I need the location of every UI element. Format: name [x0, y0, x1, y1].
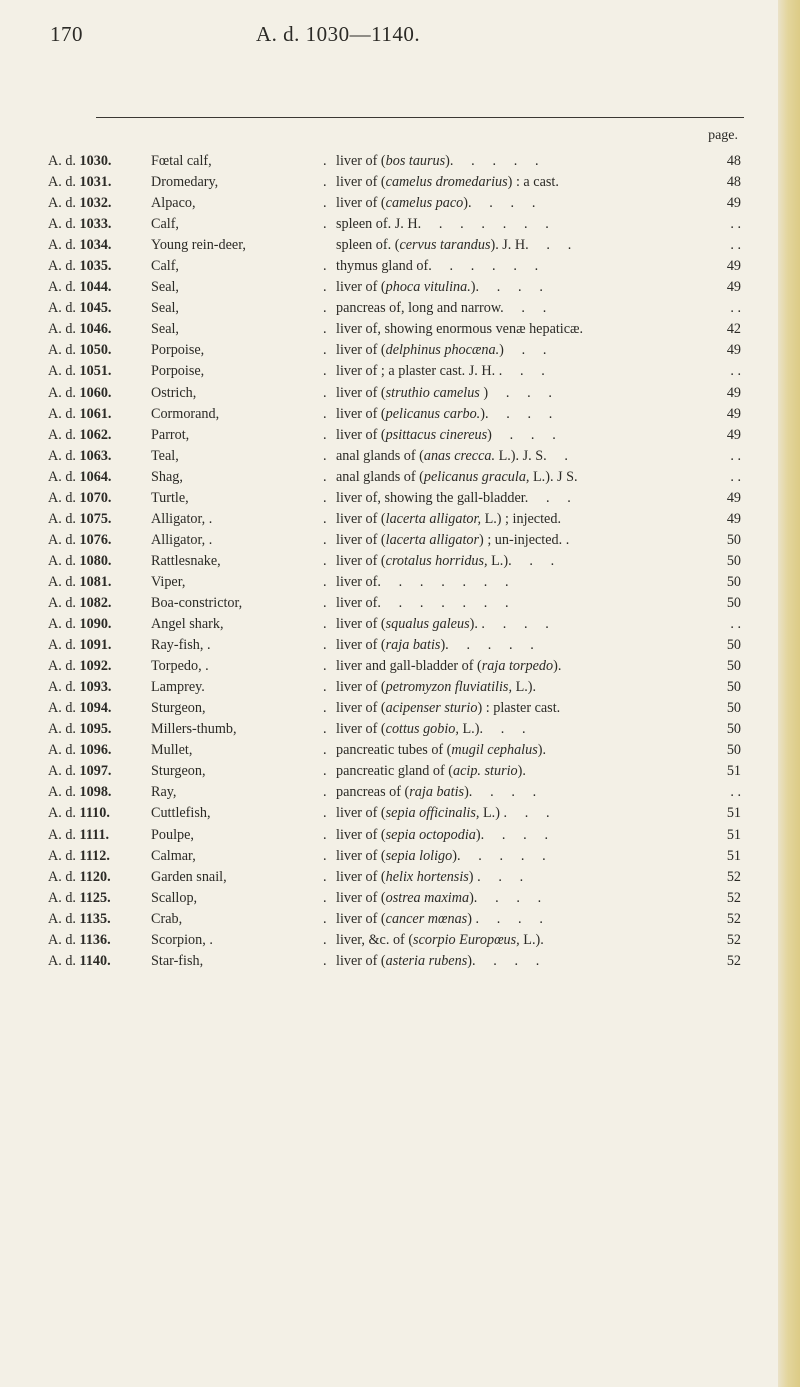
- entry-page: 52: [726, 889, 741, 906]
- entry-description: liver of (raja batis). . . . .: [336, 637, 534, 654]
- leader-dot: .: [323, 195, 327, 212]
- leader-dot: .: [323, 426, 327, 443]
- entry-reference: A. d. 1046.: [48, 321, 112, 338]
- entry-description: liver of (struthio camelus ) . . .: [336, 384, 552, 401]
- entry-subject: Mullet,: [151, 742, 193, 759]
- entry-subject: Shag,: [151, 468, 183, 485]
- entry-page: . .: [730, 784, 741, 801]
- entry-reference: A. d. 1136.: [48, 931, 111, 948]
- entry-description: liver of. . . . . . .: [336, 594, 509, 611]
- entry-description: liver of (ostrea maxima). . . .: [336, 889, 542, 906]
- entry-subject: Calf,: [151, 258, 179, 275]
- leader-dot: .: [323, 616, 327, 633]
- leader-dot: .: [323, 174, 327, 191]
- leader-dot: .: [323, 468, 327, 485]
- list-item: [48, 383, 748, 404]
- list-item: [48, 298, 748, 319]
- leader-dot: .: [323, 721, 327, 738]
- list-item: [48, 467, 748, 488]
- entry-page: 50: [726, 721, 741, 738]
- list-item: [48, 761, 748, 782]
- entry-description: liver of (pelicanus carbo.). . . .: [336, 405, 553, 422]
- entry-page: 50: [726, 573, 741, 590]
- entry-description: spleen of. J. H. . . . . . .: [336, 216, 549, 233]
- entry-description: pancreatic gland of (acip. sturio).: [336, 763, 526, 780]
- entry-page: . .: [730, 616, 741, 633]
- entry-subject: Poulpe,: [151, 826, 194, 843]
- leader-dot: .: [323, 679, 327, 696]
- entry-page: 52: [726, 931, 741, 948]
- entry-description: thymus gland of. . . . . .: [336, 258, 539, 275]
- entry-page: 51: [726, 805, 741, 822]
- entry-page: 49: [726, 279, 741, 296]
- entry-subject: Millers-thumb,: [151, 721, 237, 738]
- entry-reference: A. d. 1063.: [48, 447, 112, 464]
- list-item: [48, 151, 748, 172]
- leader-dot: .: [323, 153, 327, 169]
- entry-description: anal glands of (pelicanus gracula, L.). J S.: [336, 468, 578, 485]
- entry-reference: A. d. 1092.: [48, 658, 112, 675]
- entry-description: liver of (lacerta alligator, L.) ; injected.: [336, 510, 561, 527]
- entry-reference: A. d. 1034.: [48, 237, 112, 254]
- leader-dot: .: [323, 868, 327, 885]
- list-item: [48, 404, 748, 425]
- leader-dot: .: [323, 300, 327, 317]
- leader-dot: .: [323, 594, 327, 611]
- entry-description: liver of (petromyzon fluviatilis, L.).: [336, 679, 537, 696]
- entry-page: 49: [726, 384, 741, 401]
- entry-page: . .: [730, 447, 741, 464]
- entry-description: liver of (lacerta alligator) ; un-injected. .: [336, 531, 570, 548]
- entry-page: 51: [726, 763, 741, 780]
- entry-description: liver of (delphinus phocæna.) . .: [336, 342, 547, 359]
- entry-subject: Rattlesnake,: [151, 552, 221, 569]
- entry-reference: A. d. 1120.: [48, 868, 111, 885]
- entry-reference: A. d. 1090.: [48, 616, 112, 633]
- leader-dot: .: [323, 826, 327, 843]
- list-item: [48, 614, 748, 635]
- entry-reference: A. d. 1062.: [48, 426, 112, 443]
- list-item: [48, 803, 748, 824]
- entry-subject: Teal,: [151, 447, 179, 464]
- list-item: [48, 951, 748, 972]
- entry-page: 49: [726, 426, 741, 443]
- entry-description: pancreatic tubes of (mugil cephalus).: [336, 742, 546, 759]
- entry-description: liver of. . . . . . .: [336, 573, 509, 590]
- entry-subject: Cuttlefish,: [151, 805, 211, 822]
- entry-subject: Fœtal calf,: [151, 153, 212, 169]
- entry-reference: A. d. 1080.: [48, 552, 112, 569]
- entry-page: 50: [726, 552, 741, 569]
- entry-page: 48: [726, 153, 741, 169]
- entry-page: 50: [726, 700, 741, 717]
- running-head: A. d. 1030—1140.: [256, 22, 421, 46]
- list-item: [48, 719, 748, 740]
- entry-reference: A. d. 1095.: [48, 721, 112, 738]
- entry-subject: Lamprey.: [151, 679, 205, 696]
- list-item: [48, 193, 748, 214]
- entry-description: liver of (sepia loligo). . . . .: [336, 847, 546, 864]
- entry-subject: Cormorand,: [151, 405, 220, 422]
- entry-subject: Ostrich,: [151, 384, 197, 401]
- entry-reference: A. d. 1050.: [48, 342, 112, 359]
- entry-description: liver of (crotalus horridus, L.). . .: [336, 552, 555, 569]
- leader-dot: .: [323, 910, 327, 927]
- entry-description: liver of (helix hortensis) . . .: [336, 868, 524, 885]
- entry-subject: Ray,: [151, 784, 177, 801]
- entry-reference: A. d. 1096.: [48, 742, 112, 759]
- entry-reference: A. d. 1097.: [48, 763, 112, 780]
- leader-dot: .: [323, 763, 327, 780]
- entry-description: liver of (psittacus cinereus) . . .: [336, 426, 556, 443]
- page-number: 170: [50, 22, 83, 46]
- entry-subject: Seal,: [151, 279, 179, 296]
- entry-subject: Sturgeon,: [151, 763, 206, 780]
- entry-subject: Alligator, .: [151, 510, 213, 527]
- list-item: [48, 277, 748, 298]
- entry-reference: A. d. 1094.: [48, 700, 112, 717]
- leader-dot: .: [323, 931, 327, 948]
- leader-dot: .: [323, 384, 327, 401]
- entry-page: 49: [726, 510, 741, 527]
- entry-page: . .: [730, 237, 741, 254]
- leader-dot: .: [323, 531, 327, 548]
- entry-description: pancreas of, long and narrow. . .: [336, 300, 547, 317]
- entry-page: 52: [726, 910, 741, 927]
- leader-dot: .: [323, 447, 327, 464]
- leader-dot: .: [323, 342, 327, 359]
- entry-description: liver of (sepia officinalis, L.) . . .: [336, 805, 550, 822]
- entry-page: 51: [726, 826, 741, 843]
- leader-dot: .: [323, 742, 327, 759]
- entry-reference: A. d. 1070.: [48, 489, 112, 506]
- list-item: [48, 656, 748, 677]
- entry-page: 50: [726, 679, 741, 696]
- entry-subject: Seal,: [151, 321, 179, 338]
- entry-subject: Porpoise,: [151, 342, 205, 359]
- leader-dot: .: [323, 700, 327, 717]
- entry-subject: Angel shark,: [151, 616, 224, 633]
- entry-description: liver of (sepia octopodia). . . .: [336, 826, 549, 843]
- entry-description: liver of (squalus galeus). . . . .: [336, 616, 549, 633]
- list-item: [48, 825, 748, 846]
- list-item: [48, 256, 748, 277]
- entry-subject: Ray-fish, .: [151, 637, 211, 654]
- list-item: [48, 361, 748, 382]
- list-item: [48, 593, 748, 614]
- entry-reference: A. d. 1098.: [48, 784, 112, 801]
- entry-subject: Scallop,: [151, 889, 198, 906]
- list-item: [48, 446, 748, 467]
- entry-page: 50: [726, 658, 741, 675]
- list-item: [48, 551, 748, 572]
- entry-page: 49: [726, 195, 741, 212]
- list-item: [48, 319, 748, 340]
- entry-subject: Turtle,: [151, 489, 189, 506]
- entry-subject: Parrot,: [151, 426, 190, 443]
- list-item: [48, 909, 748, 930]
- entry-reference: A. d. 1111.: [48, 826, 110, 843]
- page-column-label: page.: [708, 128, 738, 143]
- entry-subject: Garden snail,: [151, 868, 227, 885]
- entry-reference: A. d. 1110.: [48, 805, 110, 822]
- entry-subject: Porpoise,: [151, 363, 205, 380]
- entry-description: liver of (phoca vitulina.). . . .: [336, 279, 543, 296]
- leader-dot: .: [323, 279, 327, 296]
- entry-reference: A. d. 1082.: [48, 594, 112, 611]
- entry-reference: A. d. 1135.: [48, 910, 111, 927]
- entry-page: 50: [726, 637, 741, 654]
- entries-list: [48, 151, 748, 972]
- entry-reference: A. d. 1064.: [48, 468, 112, 485]
- entry-reference: A. d. 1030.: [48, 153, 112, 169]
- list-item: [48, 509, 748, 530]
- list-item: [48, 340, 748, 361]
- entry-subject: Young rein-deer,: [151, 237, 246, 254]
- entry-description: liver, &c. of (scorpio Europœus, L.).: [336, 931, 544, 948]
- entry-subject: Calmar,: [151, 847, 196, 864]
- entry-subject: Scorpion, .: [151, 931, 213, 948]
- entry-reference: A. d. 1045.: [48, 300, 112, 317]
- entry-page: 51: [726, 847, 741, 864]
- list-item: [48, 214, 748, 235]
- list-item: [48, 867, 748, 888]
- leader-dot: .: [323, 489, 327, 506]
- list-item: [48, 698, 748, 719]
- entry-reference: A. d. 1112.: [48, 847, 110, 864]
- entry-subject: Alligator, .: [151, 531, 213, 548]
- entry-reference: A. d. 1044.: [48, 279, 112, 296]
- leader-dot: .: [323, 216, 327, 233]
- leader-dot: .: [323, 658, 327, 675]
- entry-subject: Calf,: [151, 216, 179, 233]
- leader-dot: .: [323, 405, 327, 422]
- entry-subject: Dromedary,: [151, 174, 219, 191]
- entry-reference: A. d. 1061.: [48, 405, 112, 422]
- entry-page: 49: [726, 405, 741, 422]
- entry-reference: A. d. 1140.: [48, 952, 111, 969]
- entry-page: 49: [726, 489, 741, 506]
- list-item: [48, 846, 748, 867]
- entry-reference: A. d. 1051.: [48, 363, 112, 380]
- entry-description: liver and gall-bladder of (raja torpedo).: [336, 658, 562, 675]
- leader-dot: .: [323, 637, 327, 654]
- list-item: [48, 888, 748, 909]
- leader-dot: .: [323, 258, 327, 275]
- entry-description: liver of (asteria rubens). . . .: [336, 952, 540, 969]
- entry-page: . .: [730, 468, 741, 485]
- entry-page: 48: [726, 174, 741, 191]
- entry-reference: A. d. 1125.: [48, 889, 111, 906]
- entry-reference: A. d. 1075.: [48, 510, 112, 527]
- entry-page: 49: [726, 342, 741, 359]
- leader-dot: .: [323, 784, 327, 801]
- list-item: [48, 235, 748, 256]
- entry-description: liver of (camelus paco). . . .: [336, 195, 536, 212]
- entry-description: liver of (cancer mœnas) . . . .: [336, 910, 543, 927]
- entry-page: 52: [726, 868, 741, 885]
- leader-dot: .: [323, 363, 327, 380]
- entry-page: . .: [730, 300, 741, 317]
- entry-description: liver of, showing the gall-bladder. . .: [336, 489, 571, 506]
- entry-reference: A. d. 1093.: [48, 679, 112, 696]
- entry-page: 42: [726, 321, 741, 338]
- entry-description: spleen of. (cervus tarandus). J. H. . .: [336, 237, 572, 254]
- entry-description: liver of (bos taurus). . . . .: [336, 153, 539, 169]
- entry-subject: Star-fish,: [151, 952, 204, 969]
- entry-reference: A. d. 1060.: [48, 384, 112, 401]
- leader-dot: .: [323, 321, 327, 338]
- entry-page: . .: [730, 363, 741, 380]
- entry-subject: Viper,: [151, 573, 186, 590]
- entry-page: 50: [726, 742, 741, 759]
- entry-subject: Sturgeon,: [151, 700, 206, 717]
- entry-description: liver of ; a plaster cast. J. H. . . .: [336, 363, 545, 380]
- leader-dot: .: [323, 847, 327, 864]
- header-rule: [96, 117, 744, 118]
- entry-reference: A. d. 1032.: [48, 195, 112, 212]
- list-item: [48, 930, 748, 951]
- list-item: [48, 425, 748, 446]
- entry-page: . .: [730, 216, 741, 233]
- entry-description: pancreas of (raja batis). . . .: [336, 784, 537, 801]
- entry-subject: Alpaco,: [151, 195, 196, 212]
- page-header: [0, 12, 800, 52]
- entry-reference: A. d. 1035.: [48, 258, 112, 275]
- entry-description: liver of (cottus gobio, L.). . .: [336, 721, 526, 738]
- entry-description: liver of (camelus dromedarius) : a cast.: [336, 174, 559, 191]
- entry-page: 50: [726, 531, 741, 548]
- entry-description: liver of, showing enormous venæ hepaticæ.: [336, 321, 584, 338]
- entry-subject: Torpedo, .: [151, 658, 209, 675]
- list-item: [48, 488, 748, 509]
- entry-page: 49: [726, 258, 741, 275]
- entry-subject: Boa-constrictor,: [151, 594, 243, 611]
- list-item: [48, 782, 748, 803]
- list-item: [48, 530, 748, 551]
- page-edge: [778, 0, 800, 1387]
- list-item: [48, 677, 748, 698]
- list-item: [48, 740, 748, 761]
- entry-reference: A. d. 1031.: [48, 174, 112, 191]
- list-item: [48, 635, 748, 656]
- entry-reference: A. d. 1076.: [48, 531, 112, 548]
- entry-subject: Crab,: [151, 910, 183, 927]
- leader-dot: .: [323, 889, 327, 906]
- entry-reference: A. d. 1091.: [48, 637, 112, 654]
- entry-description: liver of (acipenser sturio) : plaster cast.: [336, 700, 561, 717]
- leader-dot: .: [323, 805, 327, 822]
- leader-dot: .: [323, 573, 327, 590]
- leader-dot: .: [323, 552, 327, 569]
- entry-reference: A. d. 1033.: [48, 216, 112, 233]
- entry-description: anal glands of (anas crecca. L.). J. S. .: [336, 447, 568, 464]
- entry-reference: A. d. 1081.: [48, 573, 112, 590]
- list-item: [48, 172, 748, 193]
- entry-subject: Seal,: [151, 300, 179, 317]
- leader-dot: .: [323, 510, 327, 527]
- entry-page: 52: [726, 952, 741, 969]
- list-item: [48, 572, 748, 593]
- leader-dot: .: [323, 952, 327, 969]
- entry-page: 50: [726, 594, 741, 611]
